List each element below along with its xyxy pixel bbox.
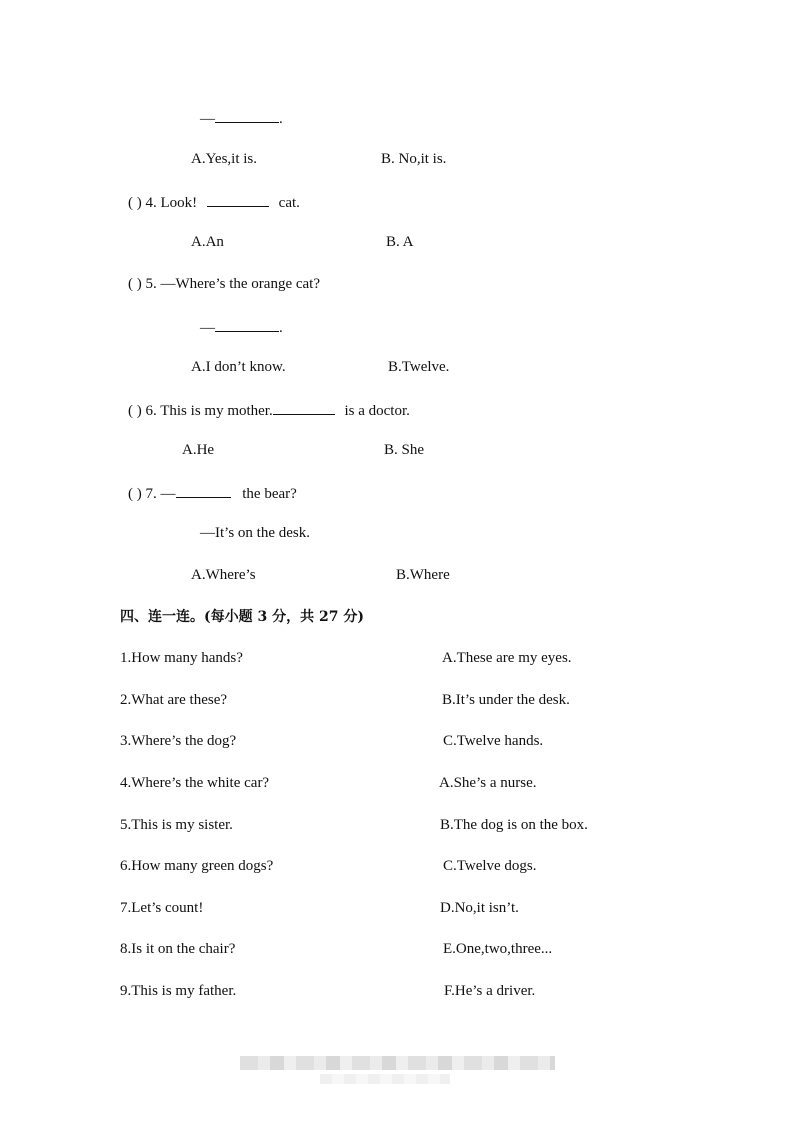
q5-option-b: B.Twelve. <box>388 359 450 375</box>
match-left-item[interactable]: 6.How many green dogs? <box>120 858 274 874</box>
q5-answer-paren[interactable]: ( ) <box>128 276 142 292</box>
match-left-item[interactable]: 3.Where’s the dog? <box>120 733 237 749</box>
q3-option-a: A.Yes,it is. <box>191 151 257 167</box>
q7-option-a: A.Where’s <box>191 567 256 583</box>
q3-blank[interactable] <box>215 108 279 123</box>
match-left-item[interactable]: 7.Let’s count! <box>120 900 204 916</box>
q3-answer-line <box>200 108 283 128</box>
q4-answer-paren[interactable]: ( ) <box>128 195 142 211</box>
q3-dash: — <box>200 111 215 127</box>
q7-answer-paren[interactable]: ( ) <box>128 486 142 502</box>
q7-prefix: 7. — <box>145 486 176 502</box>
q4-option-a: A.An <box>191 234 224 250</box>
q7-option-b: B.Where <box>396 567 450 583</box>
q7-answer: —It’s on the desk. <box>200 525 310 541</box>
match-left-item[interactable]: 9.This is my father. <box>120 983 237 999</box>
q3-option-b: B. No,it is. <box>381 151 447 167</box>
q6-option-a: A.He <box>182 442 215 458</box>
q5-blank[interactable] <box>215 317 279 332</box>
q5-option-a: A.I don’t know. <box>191 359 286 375</box>
match-left-item[interactable]: 1.How many hands? <box>120 650 243 666</box>
match-right-item[interactable]: A.These are my eyes. <box>442 650 572 666</box>
match-right-item[interactable]: C.Twelve hands. <box>443 733 544 749</box>
match-right-item[interactable]: A.She’s a nurse. <box>439 775 537 791</box>
q5-dash: — <box>200 320 215 336</box>
q6-suffix: is a doctor. <box>344 403 410 419</box>
blurred-footer <box>240 1056 555 1070</box>
match-right-item[interactable]: D.No,it isn’t. <box>440 900 519 916</box>
match-right-item[interactable]: E.One,two,three... <box>443 941 553 957</box>
q7-suffix: the bear? <box>242 486 297 502</box>
match-right-item[interactable]: B.The dog is on the box. <box>440 817 588 833</box>
q7-row <box>128 483 297 503</box>
match-left-item[interactable]: 2.What are these? <box>120 692 228 708</box>
q3-dot: . <box>279 111 283 127</box>
match-left-item[interactable]: 5.This is my sister. <box>120 817 233 833</box>
q5-dot: . <box>279 320 283 336</box>
q4-option-b: B. A <box>386 234 414 250</box>
q5-prompt: 5. —Where’s the orange cat? <box>145 276 320 292</box>
match-right-item[interactable]: C.Twelve dogs. <box>443 858 537 874</box>
q4-blank[interactable] <box>207 192 269 207</box>
match-right-item[interactable]: F.He’s a driver. <box>444 983 536 999</box>
q4-row <box>128 192 300 212</box>
match-right-item[interactable]: B.It’s under the desk. <box>442 692 570 708</box>
match-left-item[interactable]: 4.Where’s the white car? <box>120 775 270 791</box>
blurred-footer-sub <box>320 1074 450 1084</box>
q6-row <box>128 400 410 420</box>
section4-heading: 四、连一连。(每小题 3 分，共 27 分) <box>120 609 364 625</box>
q6-blank[interactable] <box>273 400 335 415</box>
q4-prefix: 4. Look! <box>145 195 198 211</box>
q5-row <box>128 275 320 293</box>
q4-suffix: cat. <box>278 195 300 211</box>
q6-answer-paren[interactable]: ( ) <box>128 403 142 419</box>
match-left-item[interactable]: 8.Is it on the chair? <box>120 941 236 957</box>
q7-blank[interactable] <box>176 483 231 498</box>
q6-option-b: B. She <box>384 442 425 458</box>
q5-answer-line <box>200 317 283 337</box>
q6-prefix: 6. This is my mother. <box>145 403 273 419</box>
